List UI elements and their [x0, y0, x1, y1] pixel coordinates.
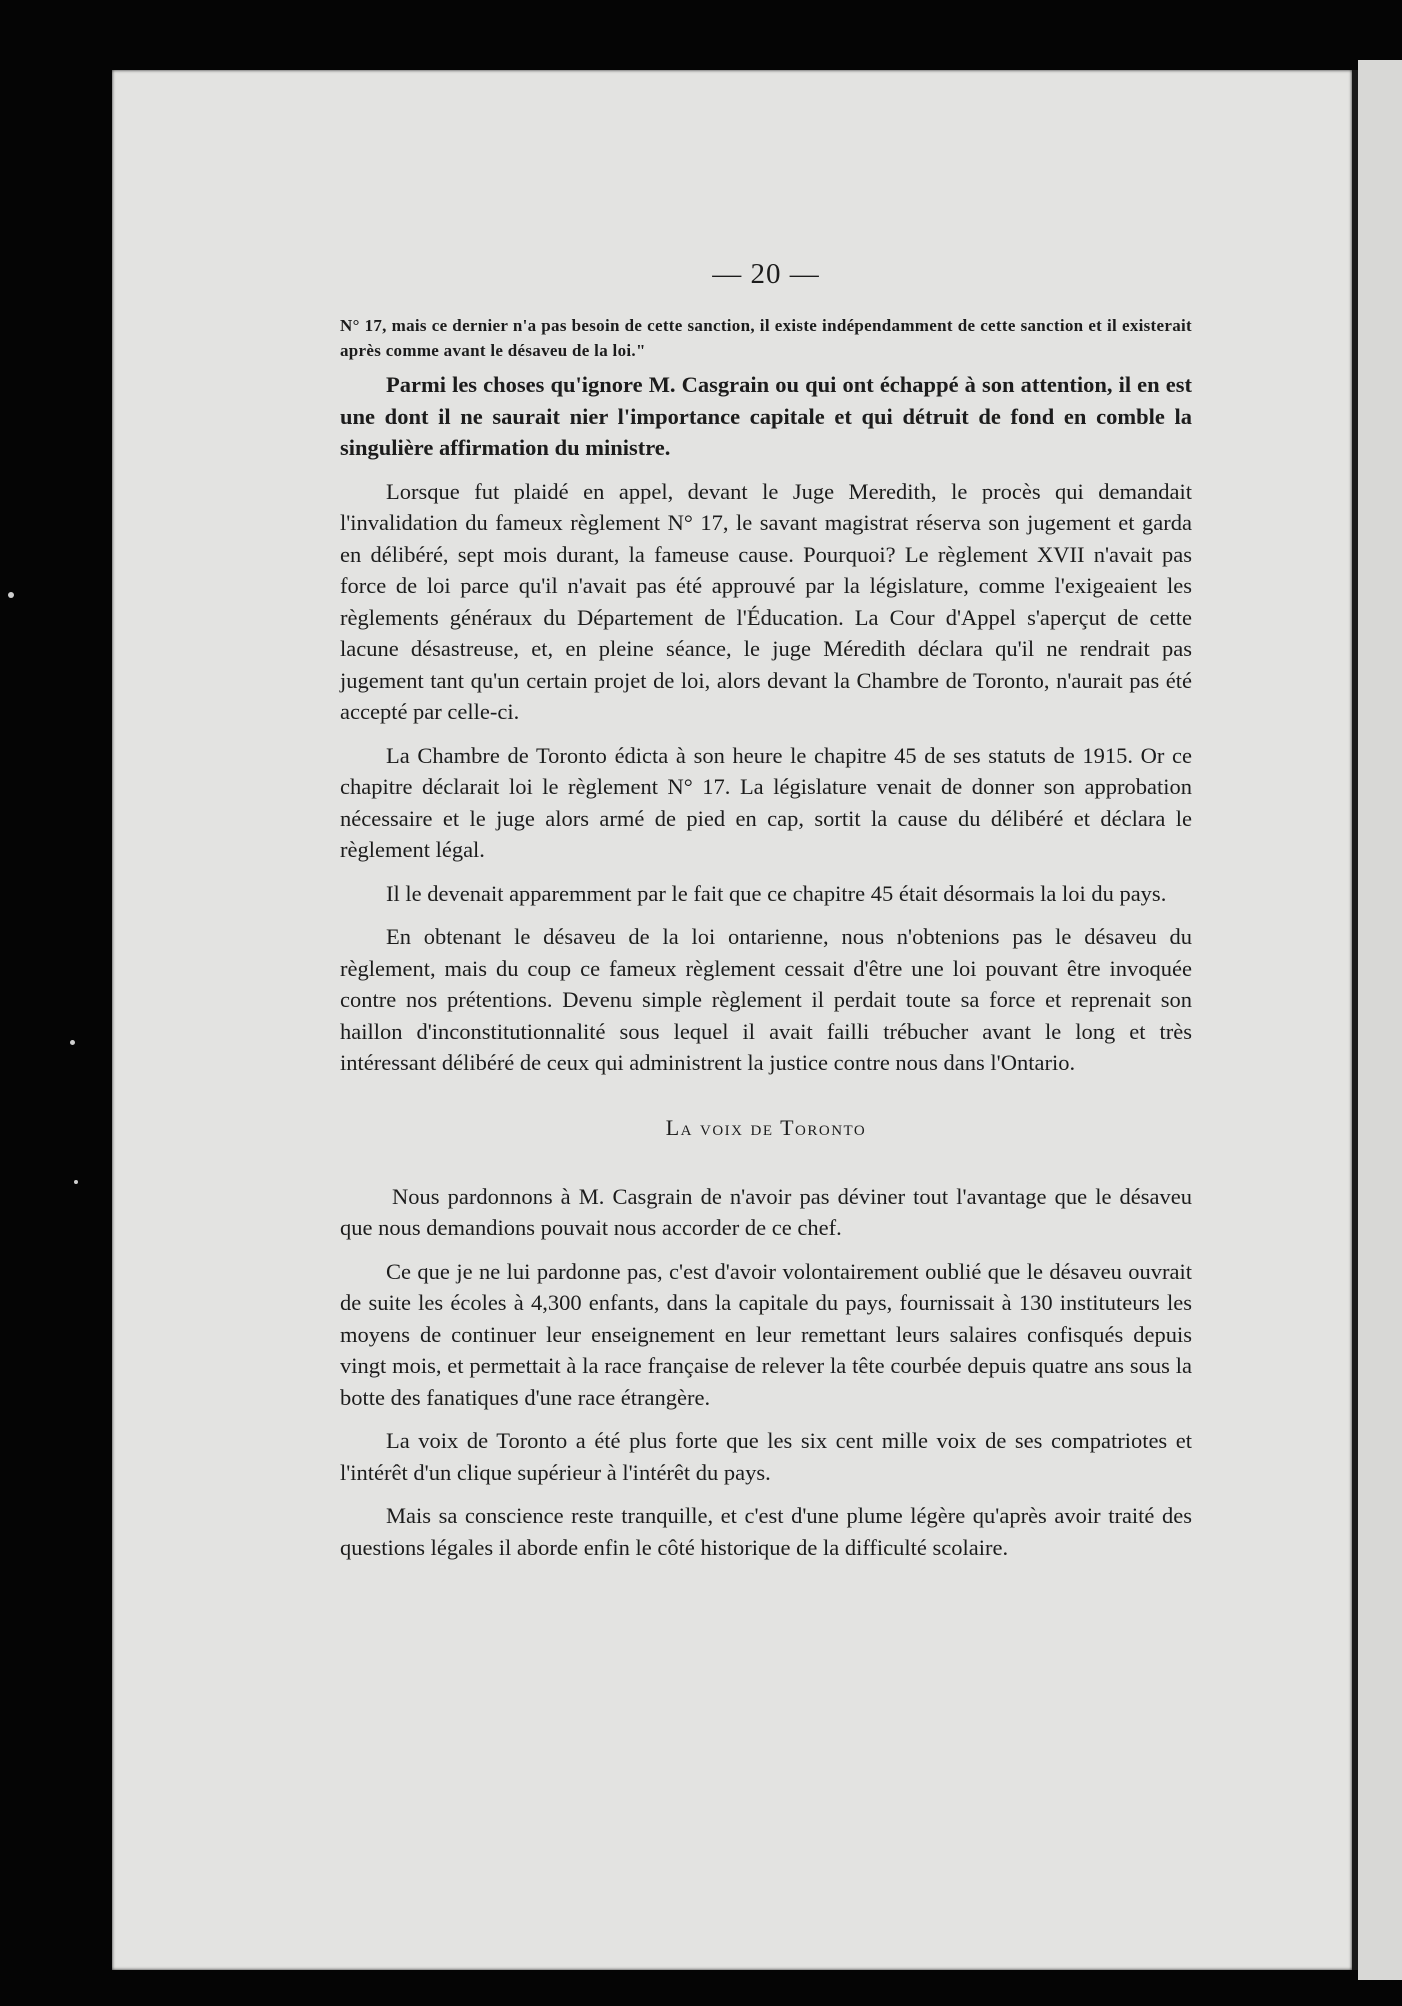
quote-continuation: N° 17, mais ce dernier n'a pas besoin de cette sanction, il existe indépendamment de cette sanction et il existerait après comme avant le désaveu de la loi." [340, 316, 1192, 360]
page-text [340, 258, 1192, 1575]
paragraph: Mais sa conscience reste tranquille, et c'est d'une plume légère qu'après avoir traité des questions légales il aborde enfin le côté historique de la difficulté scolaire. [340, 1503, 1192, 1560]
scan-speck [8, 592, 14, 598]
scan-speck [70, 1040, 75, 1045]
paragraph: Il le devenait apparemment par le fait que ce chapitre 45 était désormais la loi du pays. [386, 880, 1167, 906]
scan-speck [74, 1180, 78, 1184]
facing-page-edge [1358, 60, 1402, 1980]
paragraph: La Chambre de Toronto édicta à son heure le chapitre 45 de ses statuts de 1915. Or ce chapitre déclarait loi le règlement N° 17. La législature venait de donner son approbation nécessaire et le juge alors armé de pied en cap, sortit la cause du délibéré et déclara le règlement légal. [340, 742, 1192, 862]
paragraph: La voix de Toronto a été plus forte que les six cent mille voix de ses compatriotes et l'intérêt d'un clique supérieur à l'intérêt du pays. [340, 1428, 1192, 1485]
paragraph: En obtenant le désaveu de la loi ontarienne, nous n'obtenions pas le désaveu du règlement, mais du coup ce fameux règlement cessait d'être une loi pouvant être invoquée contre nos prétentions. Devenu simple règlement il perdait toute sa force et reprenait son haillon d'inconstitutionnalité sous lequel il avait failli trébucher avant le long et très intéressant délibéré de ceux qui administrent la justice contre nous dans l'Ontario. [340, 924, 1192, 1075]
paragraph: Lorsque fut plaidé en appel, devant le Juge Meredith, le procès qui demandait l'invalidation du fameux règlement N° 17, le savant magistrat réserva son jugement et garda en délibéré, sept mois durant, la fameuse cause. Pourquoi? Le règlement XVII n'avait pas force de loi parce qu'il n'avait pas été approuvé par la législature, comme l'exigeaient les règlements généraux du Département de l'Éducation. La Cour d'Appel s'aperçut de cette lacune désastreuse, et, en pleine séance, le juge Méredith déclara qu'il ne rendrait pas jugement tant qu'un certain projet de loi, alors devant la Chambre de Toronto, n'aurait pas été accepté par celle-ci. [340, 478, 1192, 724]
page-number: — 20 — [712, 258, 820, 290]
paragraph: Ce que je ne lui pardonne pas, c'est d'avoir volontairement oublié que le désaveu ouvrait de suite les écoles à 4,300 enfants, dans la capitale du pays, fournissait à 130 instituteurs les moyens de continuer leur enseignement en leur remettant leurs salaires confisqués depuis vingt mois, et permettait à la race française de relever la tête courbée depuis quatre ans sous la botte des fanatiques d'une race étrangère. [340, 1258, 1192, 1410]
paragraph: Parmi les choses qu'ignore M. Casgrain ou qui ont échappé à son attention, il en est une dont il ne saurait nier l'importance capitale et qui détruit de fond en comble la singulière affirmation du ministre. [340, 372, 1192, 460]
paragraph: Nous pardonnons à M. Casgrain de n'avoir pas déviner tout l'avantage que le désaveu que nous demandions pouvait nous accorder de ce chef. [340, 1183, 1192, 1240]
section-heading: La voix de Toronto [665, 1114, 867, 1140]
